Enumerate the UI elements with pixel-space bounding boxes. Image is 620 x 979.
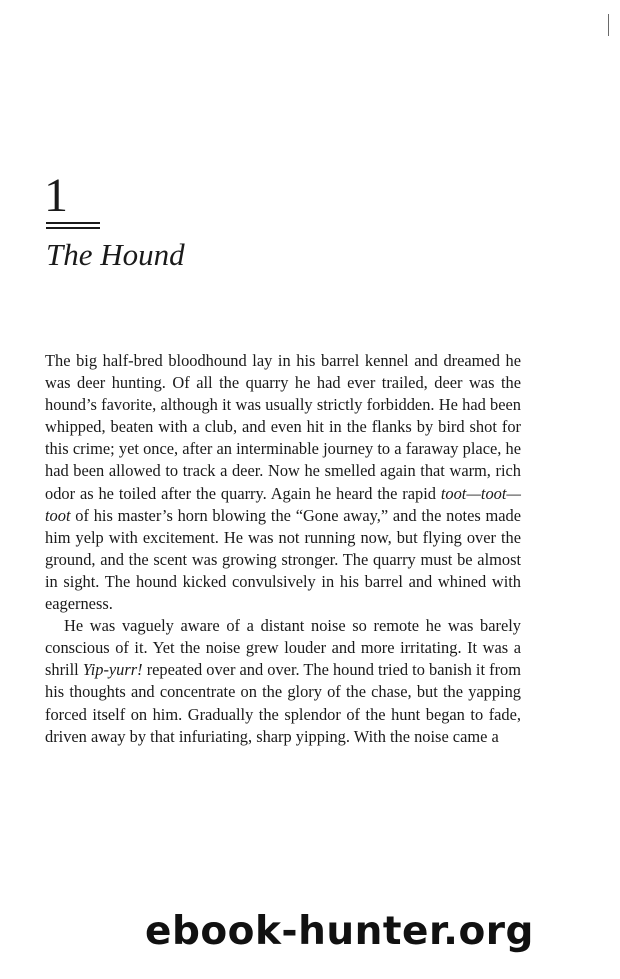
chapter-rule-top — [46, 222, 100, 224]
chapter-rule-bottom — [46, 227, 100, 229]
paragraph-2-text-1: He was vaguely aware of a distant noise so remote he was barely conscious of it. Yet the noise grew louder and more irritating. It was a shrill — [45, 616, 521, 680]
paragraph-1 — [45, 350, 521, 615]
yip-sound-italic: Yip-yurr! — [82, 660, 143, 680]
paragraph-1-text-1: The big half-bred bloodhound lay in his barrel kennel and dreamed he was deer hunting. Of all the quarry he had ever trailed, deer was the hound’s favorite, although it was usually strictly forbidden. He had been whipped, beaten with a club, and even hit in the flanks by bird shot for this crime; yet once, after an interminable journey to a faraway place, he had been allowed to track a deer. Now he smelled again that warm, rich odor as he toiled after the quarry. Again he heard the rapid — [45, 351, 521, 503]
horn-sound-italic: toot—toot—toot — [45, 483, 521, 525]
paragraph-2 — [45, 615, 521, 748]
page-edge-mark — [608, 14, 609, 36]
paragraph-2-text-2: repeated over and over. The hound tried to banish it from his thoughts and concentrate on the glory of the chase, but the yapping forced itself on him. Gradually the splendor of the hunt began to fade, driven away by that infuriating, sharp yipping. With the noise came a — [45, 660, 521, 746]
chapter-body — [45, 350, 521, 748]
chapter-number: 1 — [44, 169, 68, 222]
watermark-text: ebook-hunter.org — [145, 909, 534, 954]
chapter-title: The Hound — [46, 237, 185, 272]
paragraph-1-text-2: of his master’s horn blowing the “Gone away,” and the notes made him yelp with excitement. He was not running now, but flying over the ground, and the scent was growing stronger. The quarry must be almost in sight. The hound kicked convulsively in his barrel and whined with eagerness. — [45, 505, 521, 614]
